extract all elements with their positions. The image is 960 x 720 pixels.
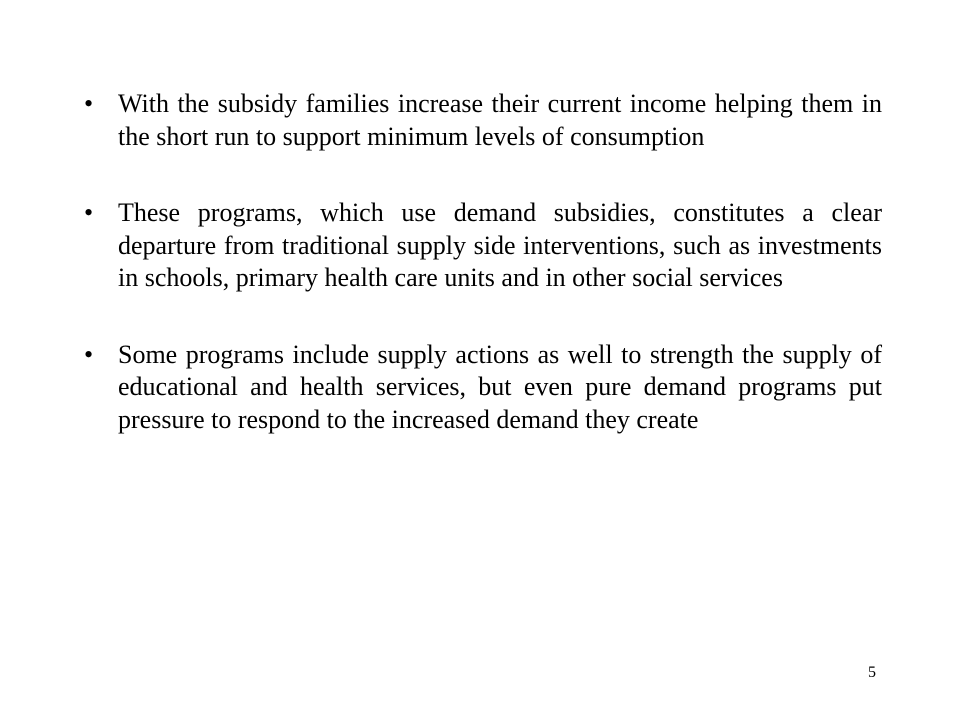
bullet-item-subsidy-income [80, 88, 882, 153]
bullet-text: With the subsidy families increase their current income helping them in the short run to support minimum levels of consumption [118, 89, 882, 151]
bullet-icon: • [84, 89, 94, 118]
bullet-icon: • [84, 198, 94, 227]
bullet-item-supply-actions [80, 339, 882, 437]
page-number: 5 [868, 664, 876, 681]
bullet-list [80, 88, 882, 436]
bullet-icon: • [84, 339, 94, 369]
bullet-text: Some programs include supply actions as well to strength the supply of educational and health services, but even pure demand programs put pressure to respond to the increased demand they create [118, 339, 882, 434]
bullet-item-demand-subsidies [80, 197, 882, 295]
bullet-text: These programs, which use demand subsidies, constitutes a clear departure from traditional supply side interventions, such as investments in schools, primary health care units and in other social services [118, 198, 882, 292]
